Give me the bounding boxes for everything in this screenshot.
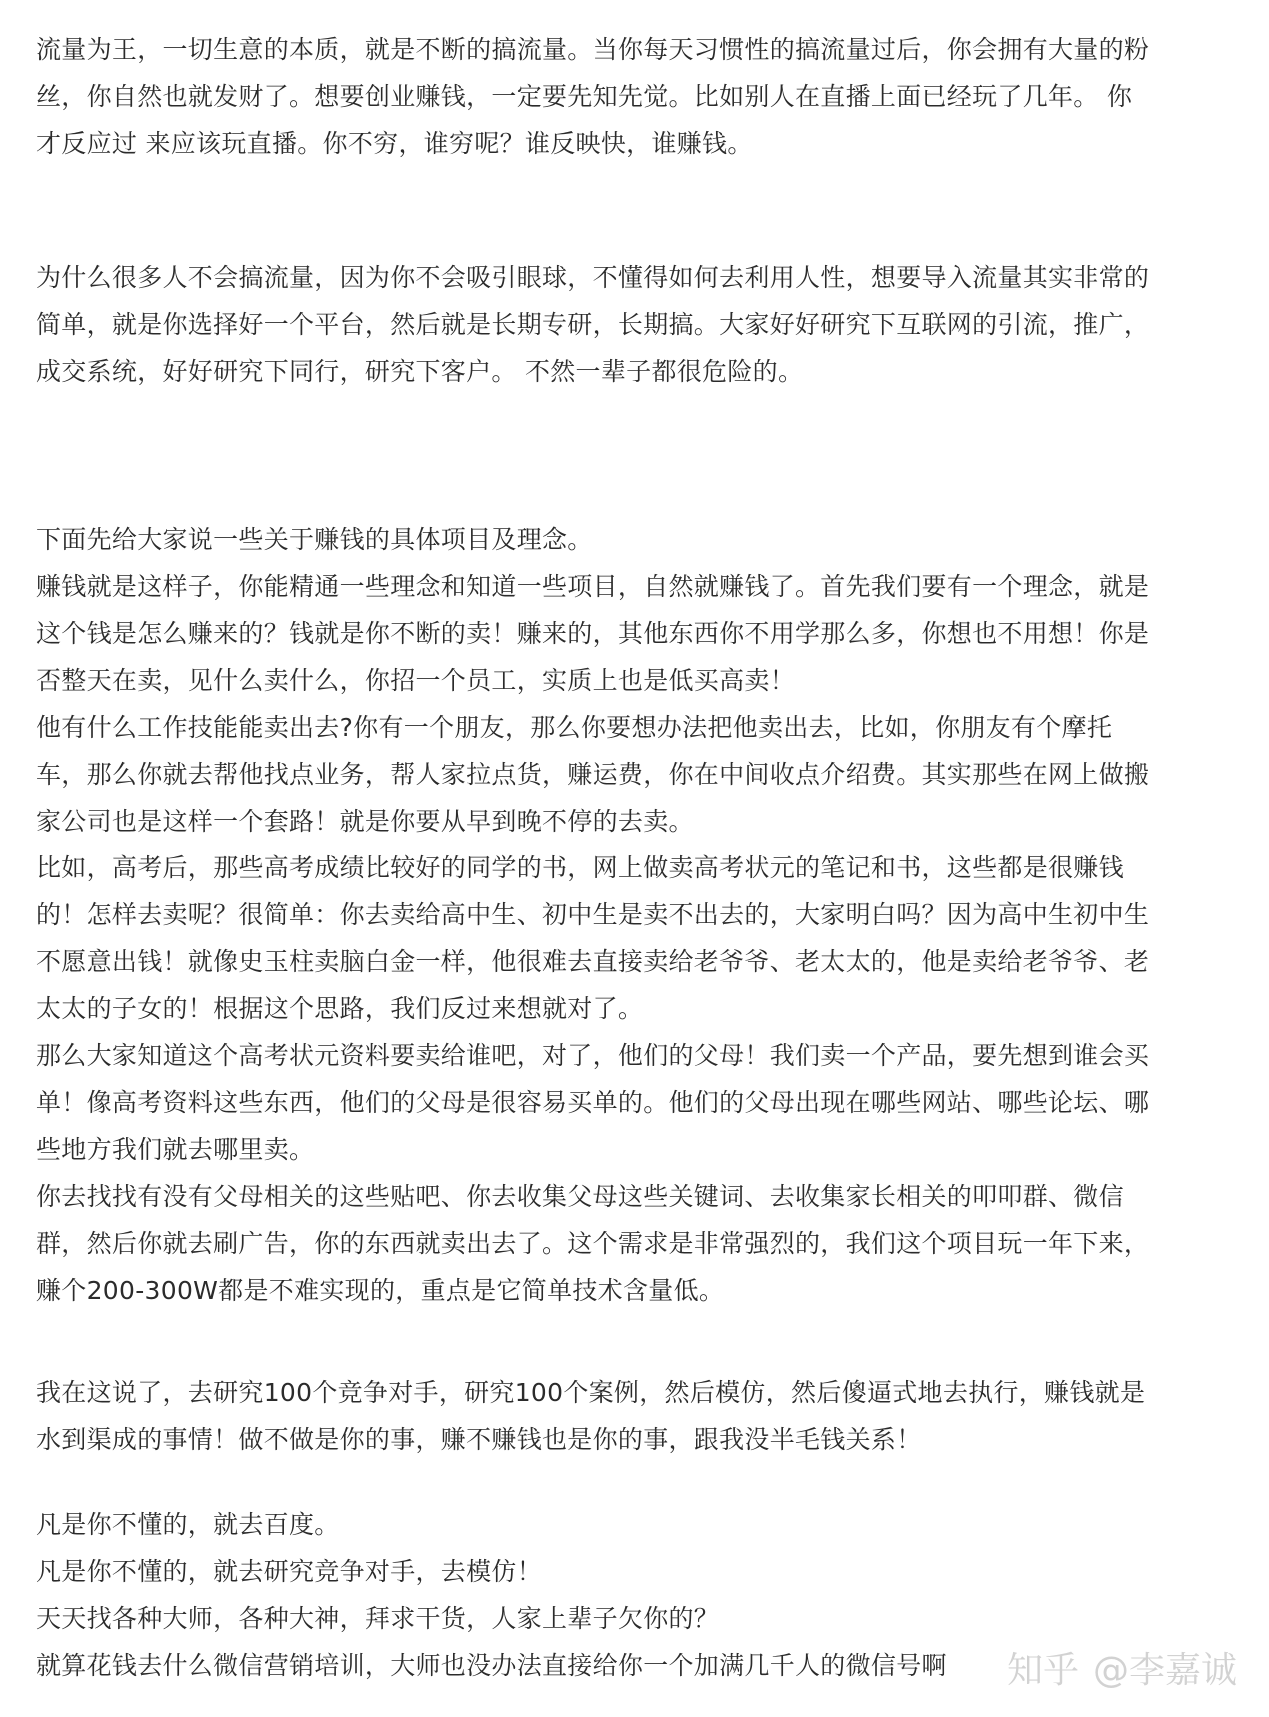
text-line: 群，然后你就去刷广告，你的东西就卖出去了。这个需求是非常强烈的，我们这个项目玩一年下来， [36, 1229, 1150, 1258]
text-line: 赚个200-300W都是不难实现的，重点是它简单技术含量低。 [36, 1276, 725, 1305]
text-line: 成交系统，好好研究下同行，研究下客户。 不然一辈子都很危险的。 [36, 357, 804, 386]
text-line: 才反应过 来应该玩直播。你不穷，谁穷呢？谁反映快，谁赚钱。 [36, 129, 753, 158]
paragraph [36, 1369, 1236, 1463]
paragraph [36, 254, 1236, 395]
text-line: 的！怎样去卖呢？很简单：你去卖给高中生、初中生是卖不出去的，大家明白吗？因为高中生初中生 [36, 900, 1150, 929]
text-line: 丝，你自然也就发财了。想要创业赚钱，一定要先知先觉。比如别人在直播上面已经玩了几年。 你 [36, 82, 1133, 111]
text-line: 比如，高考后，那些高考成绩比较好的同学的书，网上做卖高考状元的笔记和书，这些都是很赚钱 [36, 853, 1124, 882]
paragraph [36, 844, 1236, 1314]
text-line: 否整天在卖，见什么卖什么，你招一个员工，实质上也是低买高卖！ [36, 666, 796, 695]
text-line: 流量为王，一切生意的本质，就是不断的搞流量。当你每天习惯性的搞流量过后，你会拥有大量的粉 [36, 35, 1150, 64]
text-line: 些地方我们就去哪里卖。 [36, 1135, 315, 1164]
text-line: 太太的子女的！根据这个思路，我们反过来想就对了。 [36, 994, 644, 1023]
text-line: 凡是你不懂的，就去百度。 [36, 1510, 340, 1539]
paragraph [36, 26, 1236, 167]
text-line: 赚钱就是这样子，你能精通一些理念和知道一些项目，自然就赚钱了。首先我们要有一个理念，就是 [36, 572, 1150, 601]
text-line: 你去找找有没有父母相关的这些贴吧、你去收集父母这些关键词、去收集家长相关的叩叩群、微信 [36, 1182, 1124, 1211]
paragraph [36, 516, 1236, 845]
text-line: 简单，就是你选择好一个平台，然后就是长期专研，长期搞。大家好好研究下互联网的引流，推广， [36, 310, 1150, 339]
text-line: 不愿意出钱！就像史玉柱卖脑白金一样，他很难去直接卖给老爷爷、老太太的，他是卖给老爷爷、老 [36, 947, 1150, 976]
text-line: 他有什么工作技能能卖出去?你有一个朋友，那么你要想办法把他卖出去，比如，你朋友有个摩托 [36, 713, 1113, 742]
text-line: 凡是你不懂的，就去研究竞争对手，去模仿！ [36, 1557, 543, 1586]
watermark-author: @李嘉诚 [1092, 1649, 1237, 1691]
text-line: 车，那么你就去帮他找点业务，帮人家拉点货，赚运费，你在中间收点介绍费。其实那些在网上做搬 [36, 760, 1150, 789]
text-line: 为什么很多人不会搞流量，因为你不会吸引眼球，不懂得如何去利用人性，想要导入流量其实非常的 [36, 263, 1150, 292]
text-line: 水到渠成的事情！做不做是你的事，赚不赚钱也是你的事，跟我没半毛钱关系！ [36, 1425, 922, 1454]
text-line: 就算花钱去什么微信营销培训，大师也没办法直接给你一个加满几千人的微信号啊 [36, 1651, 947, 1680]
text-line: 这个钱是怎么赚来的？钱就是你不断的卖！赚来的，其他东西你不用学那么多，你想也不用想！你是 [36, 619, 1150, 648]
text-line: 我在这说了，去研究100个竞争对手，研究100个案例，然后模仿，然后傻逼式地去执行，赚钱就是 [36, 1378, 1146, 1407]
text-line: 下面先给大家说一些关于赚钱的具体项目及理念。 [36, 525, 593, 554]
text-line: 家公司也是这样一个套路！就是你要从早到晚不停的去卖。 [36, 807, 694, 836]
text-line: 那么大家知道这个高考状元资料要卖给谁吧，对了，他们的父母！我们卖一个产品，要先想到谁会买 [36, 1041, 1150, 1070]
watermark-site: 知乎 [1006, 1649, 1079, 1691]
text-line: 天天找各种大师，各种大神，拜求干货，人家上辈子欠你的？ [36, 1604, 720, 1633]
zhihu-watermark [999, 1637, 1237, 1697]
text-line: 单！像高考资料这些东西，他们的父母是很容易买单的。他们的父母出现在哪些网站、哪些论坛、哪 [36, 1088, 1150, 1117]
